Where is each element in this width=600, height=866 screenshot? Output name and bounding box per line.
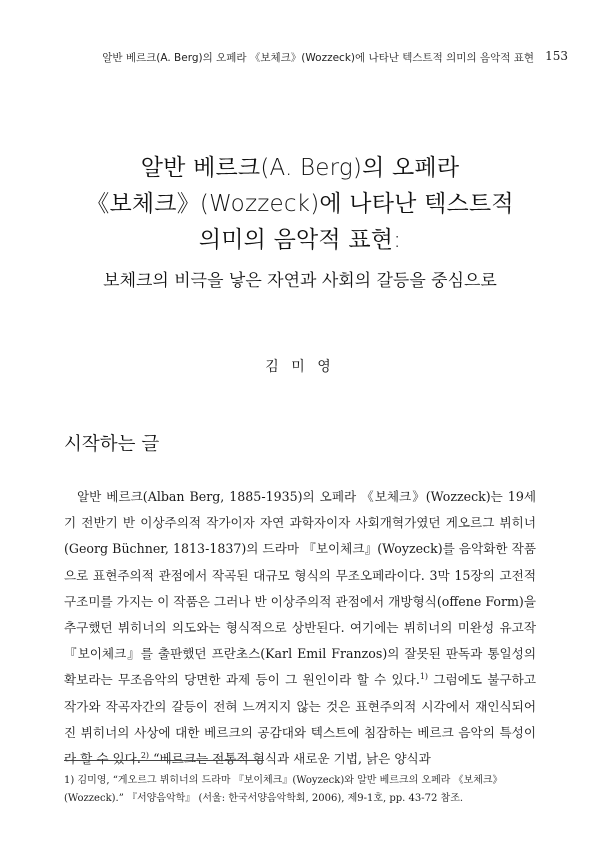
paragraph-text: 알반 베르크(Alban Berg, 1885-1935)의 오페라 《보체크》(Wozzeck)는 19세기 전반기 반 이상주의적 작가이자 자연 과학자이자 사회개혁가였던 게오르그 뷔히너(Georg Büchner, 1813-1837)의 드라마 『보이체크』(Woyzeck)를 음악화한 작품으로 표현주의적 관점에서 작곡된 대규모 형식의 무조오페라이다. 3막 15장의 고전적 구조미를 가지는 이 작품은 그러나 반 이상주의적 관점에서 개방형식(offene Form)을 추구했던 뷔히너의 의도와는 형식적으로 상반된다. 여기에는 뷔히너의 미완성 유고작 『보이체크』를 출판했던 프란초스(Karl Emil Franzos)의 잘못된 판독과 통일성의 확보라는 무조음악의 당면한 과제 등이 그 원인이라 할 수 있다. <box>64 489 536 688</box>
author-name: 김 미 영 <box>265 359 335 375</box>
title-line-1: 알반 베르크(A. Berg)의 오페라 <box>140 155 460 181</box>
body-text <box>64 484 536 772</box>
running-head-text: 알반 베르크(A. Berg)의 오페라 《보체크》(Wozzeck)에 나타난 텍스트적 의미의 음악적 표현 <box>102 52 534 64</box>
footnote: 1) 김미영, “게오르그 뷔히너의 드라마 『보이체크』(Woyzeck)와 알반 베르크의 오페라 《보체크》(Wozzeck).” 『서양음악학』 (서울: 한국서양음악학회, 2006), 제9-1호, pp. 43-72 참조. <box>64 775 503 804</box>
title-line-3: 의미의 음악적 표현: <box>198 227 402 253</box>
running-head <box>0 49 568 65</box>
title-line-2: 《보체크》(Wozzeck)에 나타난 텍스트적 <box>86 191 514 217</box>
page-number: 153 <box>545 49 568 63</box>
paragraph-text: 그럼에도 불구하고 작가와 작곡자간의 갈등이 전혀 느껴지지 않는 것은 표현주의적 시각에서 재인식되어진 뷔히너의 사상에 대한 베르크의 공감대와 텍스트에 침잠하는 베르크 음악의 특성이라 할 수 있다. <box>64 672 536 767</box>
footnote-divider <box>64 760 264 761</box>
paragraph <box>64 484 536 772</box>
section-heading: 시작하는 글 <box>64 434 160 455</box>
footnote-marker[interactable]: 2) <box>140 750 150 760</box>
footnote-marker[interactable]: 1) <box>419 672 429 682</box>
subtitle: 보체크의 비극을 낳은 자연과 사회의 갈등을 중심으로 <box>103 271 497 291</box>
title-block <box>0 150 600 294</box>
paragraph-text: “베르크는 전통적 형식과 새로운 기법, 낡은 양식과 <box>149 751 431 767</box>
